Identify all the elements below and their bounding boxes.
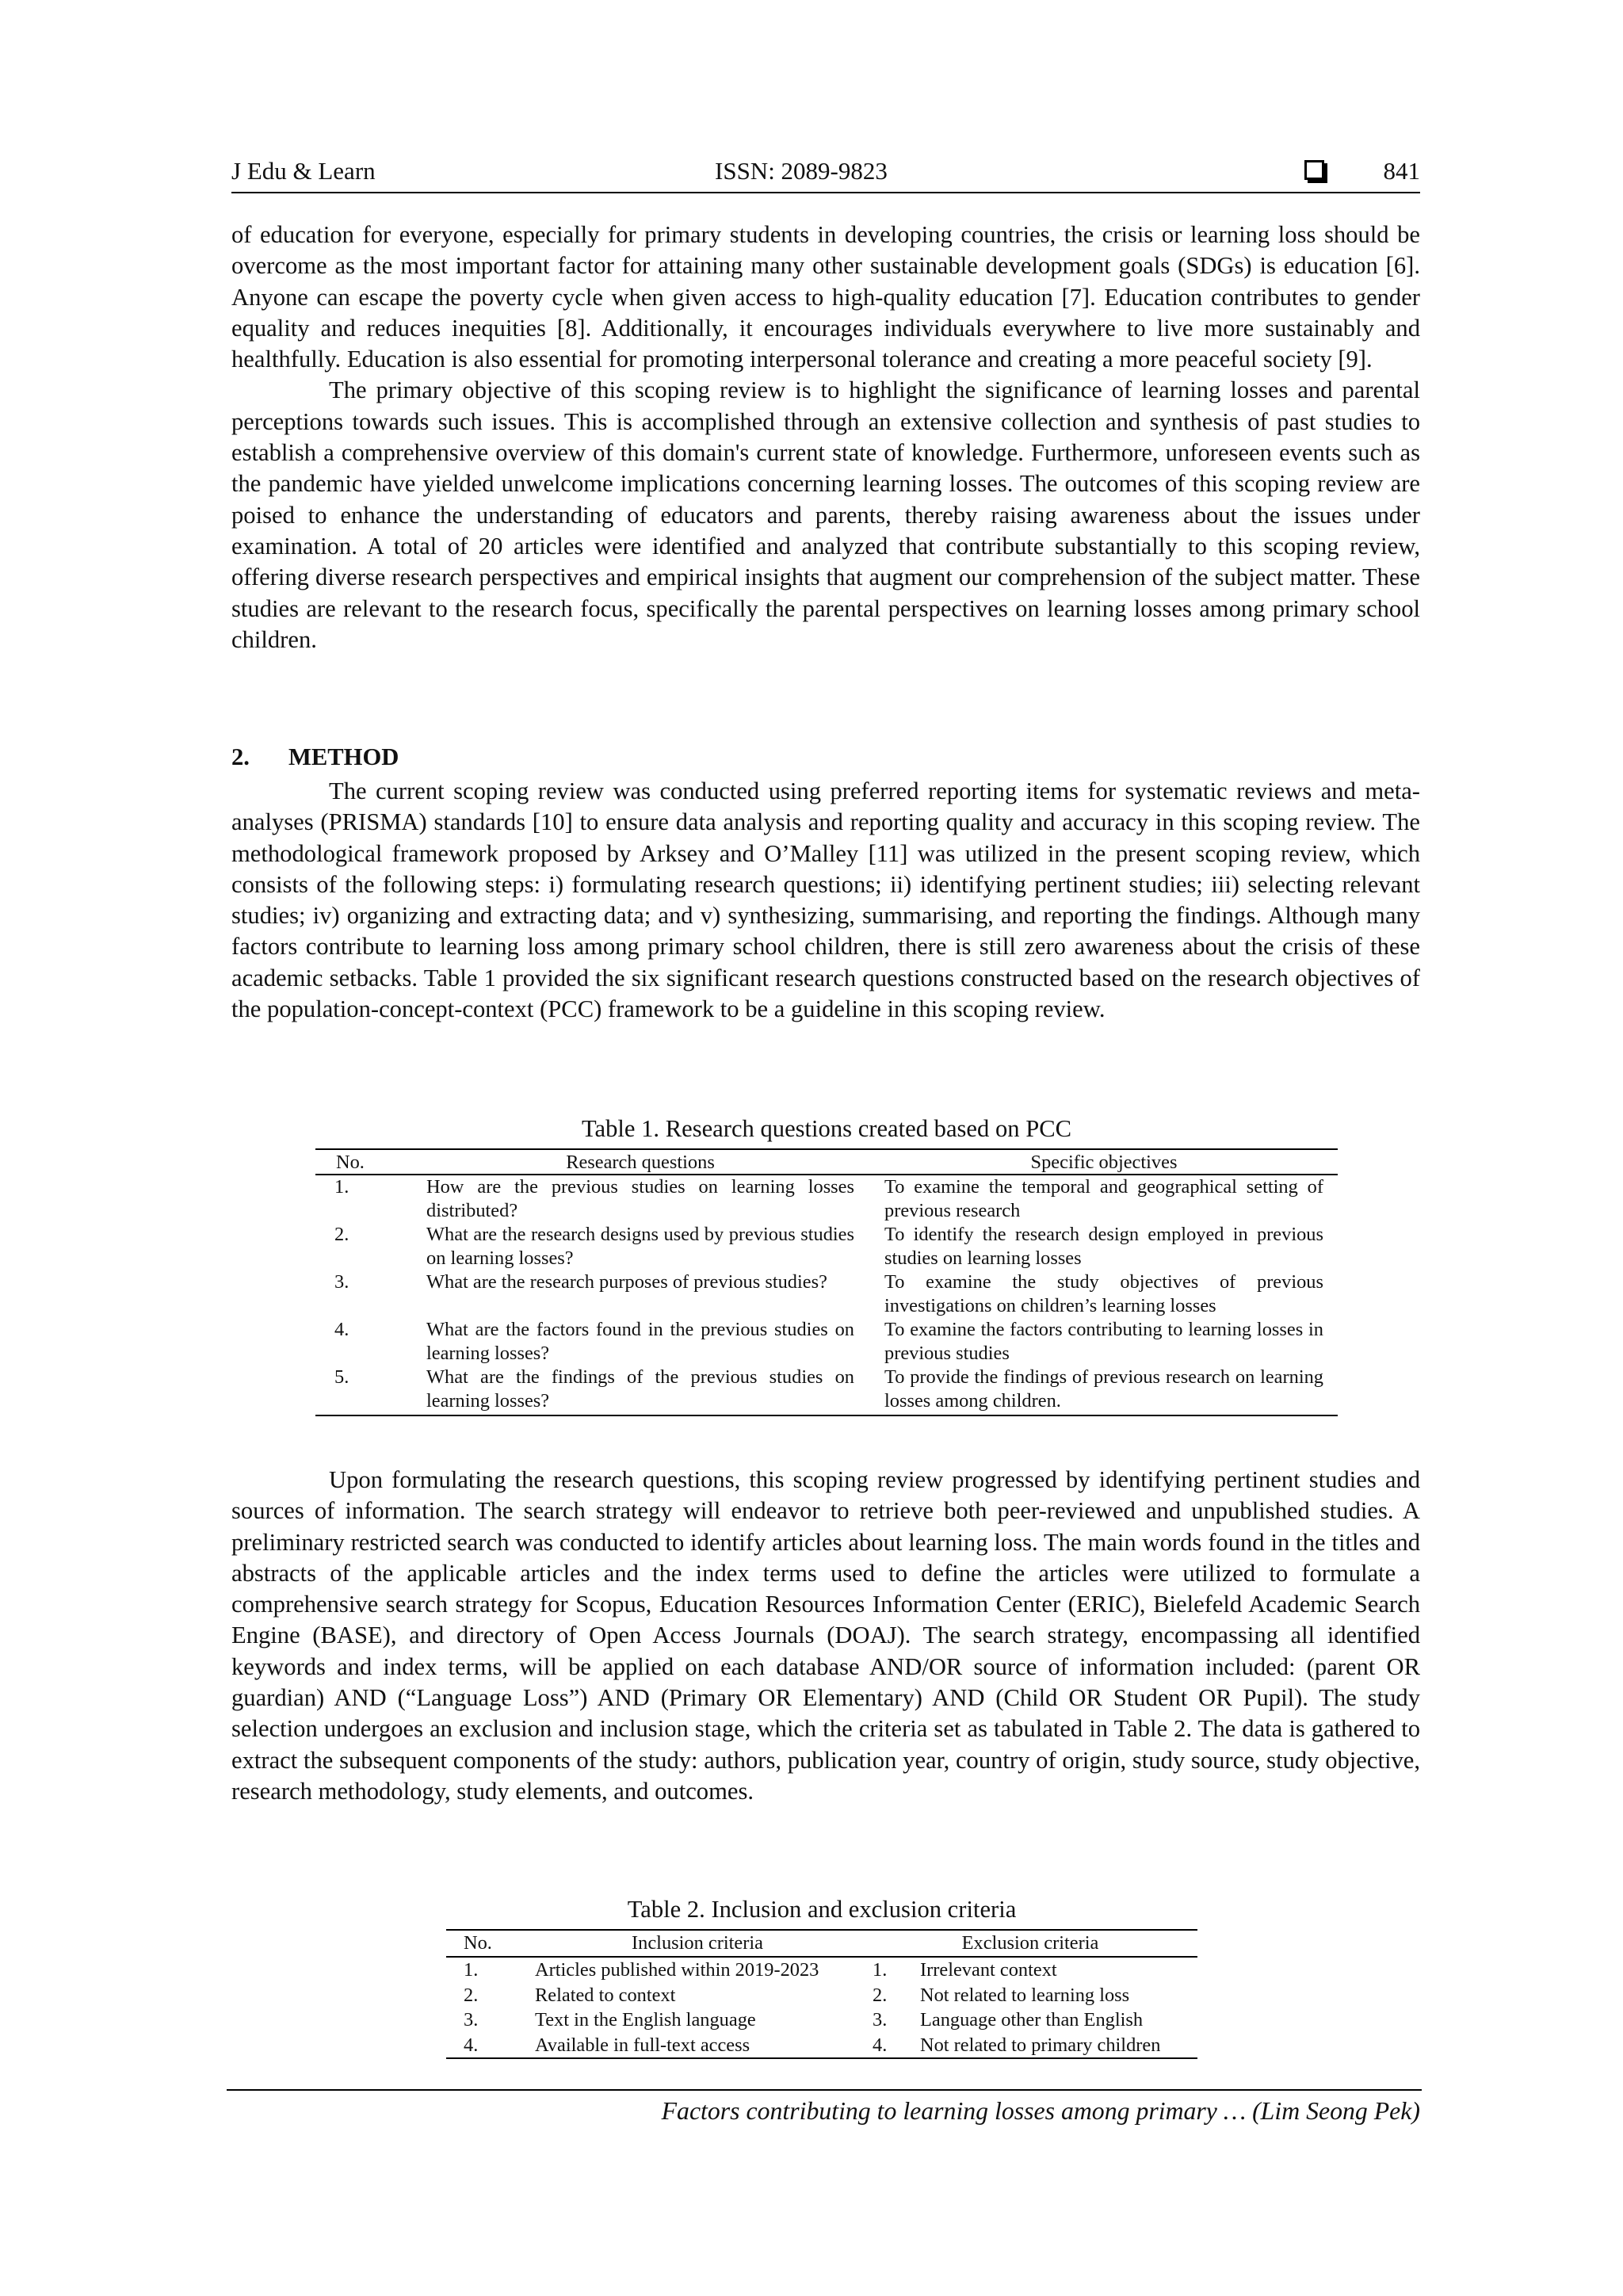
specific-objective: To examine the factors contributing to learning losses in previous studies — [884, 1319, 1323, 1364]
section-number: 2. — [231, 743, 250, 770]
research-question: How are the previous studies on learning losses distributed? — [426, 1176, 854, 1221]
row-number: 4. — [446, 2033, 532, 2059]
square-icon — [1304, 160, 1324, 180]
table-row — [446, 2008, 1197, 2033]
method-text-continued — [231, 1465, 1420, 1807]
table-row — [446, 1983, 1197, 2008]
table-header-row — [446, 1930, 1197, 1957]
table-row — [315, 1366, 1338, 1415]
running-header — [231, 155, 1420, 193]
row-number: 3. — [873, 2009, 888, 2030]
row-number: 3. — [464, 2009, 479, 2030]
paragraph: The current scoping review was conducted using preferred reporting items for systematic reviews and meta-analyses (PRISMA) standards [10] to ensure data analysis and reporting quality and accuracy in this scoping review. The methodological framework proposed by Arksey and O’Malley [11] was utilized in the present scoping review, which consists of the following steps: i) formulating research questions; ii) identifying pertinent studies; iii) selecting relevant studies; iv) organizing and extracting data; and v) synthesizing, summarising, and reporting the findings. Although many factors contribute to learning loss among primary school children, there is still zero awareness about the crisis of these academic setbacks. Table 1 provided the six significant research questions constructed based on the research objectives of the population-concept-context (PCC) framework to be a guideline in this scoping review. — [231, 777, 1420, 1023]
specific-objective: To examine the temporal and geographical setting of previous research — [884, 1176, 1323, 1221]
row-number: 2. — [464, 1984, 479, 2006]
paragraph: Upon formulating the research questions, this scoping review progressed by identifying pertinent studies and sources of information. The search strategy will endeavor to retrieve both peer-reviewed and unpublished studies. A preliminary restricted search was conducted to identify articles about learning loss. The main words found in the titles and abstracts of the applicable articles and the index terms used to define the articles were utilized to formulate a comprehensive search strategy for Scopus, Education Resources Information Center (ERIC), Bielefeld Academic Search Engine (BASE), and directory of Open Access Journals (DOAJ). The search strategy, encompassing all identified keywords and index terms, will be applied on each database AND/OR source of information included: (parent OR guardian) AND (“Language Loss”) AND (Primary OR Elementary) AND (Child OR Student OR Pupil). The study selection undergoes an exclusion and inclusion stage, which the criteria set as tabulated in Table 2. The data is gathered to extract the subsequent components of the study: authors, publication year, country of origin, study source, study objective, research methodology, study elements, and outcomes. — [231, 1466, 1420, 1805]
table-row — [315, 1318, 1338, 1366]
exclusion-criterion: Not related to primary children — [917, 2033, 1197, 2059]
column-header: Exclusion criteria — [863, 1930, 1197, 1957]
inclusion-criterion: Related to context — [535, 1984, 676, 2006]
row-number: 4. — [863, 2033, 917, 2059]
research-question: What are the findings of the previous studies on learning losses? — [426, 1366, 872, 1415]
specific-objective: To provide the findings of previous research on learning losses among children. — [872, 1366, 1338, 1415]
intro-text — [231, 220, 1420, 655]
journal-name: J Edu & Learn — [231, 157, 376, 185]
table-inclusion-exclusion — [446, 1929, 1197, 2059]
page-number: 841 — [1383, 157, 1420, 185]
column-header: No. — [315, 1149, 426, 1175]
table-research-questions — [315, 1148, 1338, 1416]
column-header: No. — [446, 1930, 532, 1957]
exclusion-criterion: Irrelevant context — [920, 1959, 1057, 1981]
running-footer: Factors contributing to learning losses among primary … (Lim Seong Pek) — [661, 2097, 1420, 2125]
inclusion-criterion: Text in the English language — [535, 2009, 756, 2030]
exclusion-criterion: Language other than English — [920, 2009, 1144, 2030]
table-row — [315, 1223, 1338, 1270]
inclusion-criterion: Articles published within 2019-2023 — [535, 1959, 819, 1981]
table-row — [446, 1957, 1197, 1983]
issn: ISSN: 2089-9823 — [715, 157, 888, 185]
research-question: What are the research purposes of previous studies? — [426, 1271, 827, 1293]
method-text — [231, 776, 1420, 1025]
column-header: Inclusion criteria — [532, 1930, 863, 1957]
paragraph: The primary objective of this scoping review is to highlight the significance of learning losses and parental perceptions towards such issues. This is accomplished through an extensive collection and synthesis of past studies to establish a comprehensive overview of this domain's current state of knowledge. Furthermore, unforeseen events such as the pandemic have yielded unwelcome implications concerning learning losses. The outcomes of this scoping review are poised to enhance the understanding of educators and parents, thereby raising awareness about the issues under examination. A total of 20 articles were identified and analyzed that contribute substantially to this scoping review, offering diverse research perspectives and empirical insights that augment our comprehension of the subject matter. These studies are relevant to the research focus, specifically the parental perspectives on learning losses among primary school children. — [231, 376, 1420, 653]
table-header-row — [315, 1149, 1338, 1175]
row-number: 2. — [334, 1224, 349, 1245]
row-number: 3. — [334, 1271, 349, 1293]
row-number: 4. — [334, 1319, 349, 1340]
specific-objective: To identify the research design employed in previous studies on learning losses — [884, 1224, 1323, 1269]
row-number: 2. — [873, 1984, 888, 2006]
inclusion-criterion: Available in full-text access — [532, 2033, 863, 2059]
section-heading — [231, 743, 399, 771]
row-number: 5. — [315, 1366, 426, 1415]
table-row — [446, 2033, 1197, 2059]
paragraph: of education for everyone, especially for primary students in developing countries, the crisis or learning loss should be overcome as the most important factor for attaining many other sustainable development goals (SDGs) is education [6]. Anyone can escape the poverty cycle when given access to high-quality education [7]. Education contributes to gender equality and reduces inequities [8]. Additionally, it encourages individuals everywhere to live more sustainably and healthfully. Education is also essential for promoting interpersonal tolerance and creating a more peaceful society [9]. — [231, 221, 1420, 373]
specific-objective: To examine the study objectives of previous investigations on children’s learning losses — [884, 1271, 1323, 1316]
research-question: What are the research designs used by previous studies on learning losses? — [426, 1224, 854, 1269]
exclusion-criterion: Not related to learning loss — [920, 1984, 1130, 2006]
table-row — [315, 1270, 1338, 1318]
table1-caption: Table 1. Research questions created based on PCC — [581, 1115, 1072, 1142]
row-number: 1. — [873, 1959, 888, 1981]
table2-caption: Table 2. Inclusion and exclusion criteria — [627, 1896, 1017, 1923]
section-title: METHOD — [288, 743, 399, 770]
column-header: Specific objectives — [872, 1149, 1338, 1175]
research-question: What are the factors found in the previous studies on learning losses? — [426, 1319, 854, 1364]
row-number: 1. — [334, 1176, 349, 1198]
footer-rule — [227, 2089, 1422, 2091]
column-header: Research questions — [426, 1149, 872, 1175]
row-number: 1. — [464, 1959, 479, 1981]
table-row — [315, 1175, 1338, 1223]
